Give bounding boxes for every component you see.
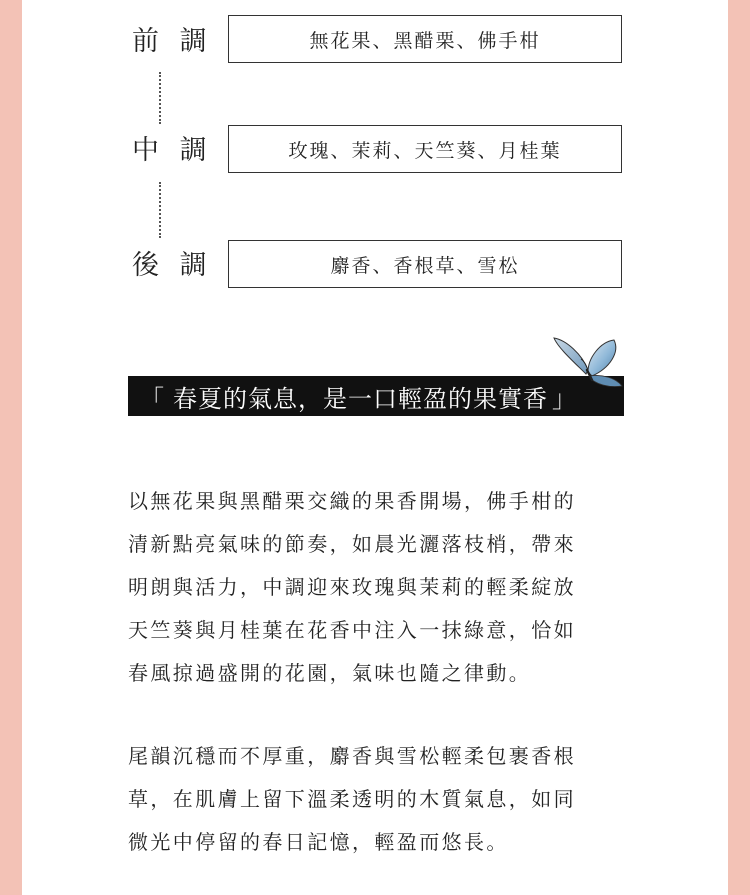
middle-note-ingredients: 玫瑰、茉莉、天竺葵、月桂葉 [288, 139, 562, 162]
paragraph-1-line: 以無花果與黑醋栗交織的果香開場，佛手柑的 [128, 489, 576, 513]
connector-dots-2 [159, 182, 161, 238]
middle-note-label: 中 調 [132, 135, 213, 166]
quote-close-bracket: 」 [552, 384, 577, 413]
base-note-box [228, 240, 622, 288]
base-note-label: 後 調 [132, 250, 213, 281]
paragraph-1-line: 天竺葵與月桂葉在花香中注入一抹綠意，恰如 [128, 618, 576, 642]
middle-note-box [228, 125, 622, 173]
base-note-ingredients: 麝香、香根草、雪松 [330, 254, 520, 277]
paragraph-2-line: 微光中停留的春日記憶，輕盈而悠長。 [128, 830, 509, 854]
quote-text: 春夏的氣息，是一口輕盈的果實香 [173, 384, 548, 413]
quote-open-bracket: 「 [140, 384, 165, 413]
connector-dots-1 [159, 72, 161, 124]
paragraph-2-line: 尾韻沉穩而不厚重，麝香與雪松輕柔包裹香根 [128, 744, 576, 768]
top-note-ingredients: 無花果、黑醋栗、佛手柑 [309, 29, 541, 52]
paragraph-1-line: 清新點亮氣味的節奏，如晨光灑落枝梢，帶來 [128, 532, 576, 556]
butterfly-icon [548, 334, 628, 390]
top-note-box [228, 15, 622, 63]
paragraph-1-line: 春風掠過盛開的花園，氣味也隨之律動。 [128, 661, 532, 685]
description-paragraph-2 [128, 735, 628, 864]
paragraph-1-line: 明朗與活力，中調迎來玫瑰與茉莉的輕柔綻放 [128, 575, 576, 599]
paragraph-2-line: 草，在肌膚上留下溫柔透明的木質氣息，如同 [128, 787, 576, 811]
top-note-label: 前 調 [132, 26, 213, 57]
description-paragraph-1 [128, 480, 628, 695]
